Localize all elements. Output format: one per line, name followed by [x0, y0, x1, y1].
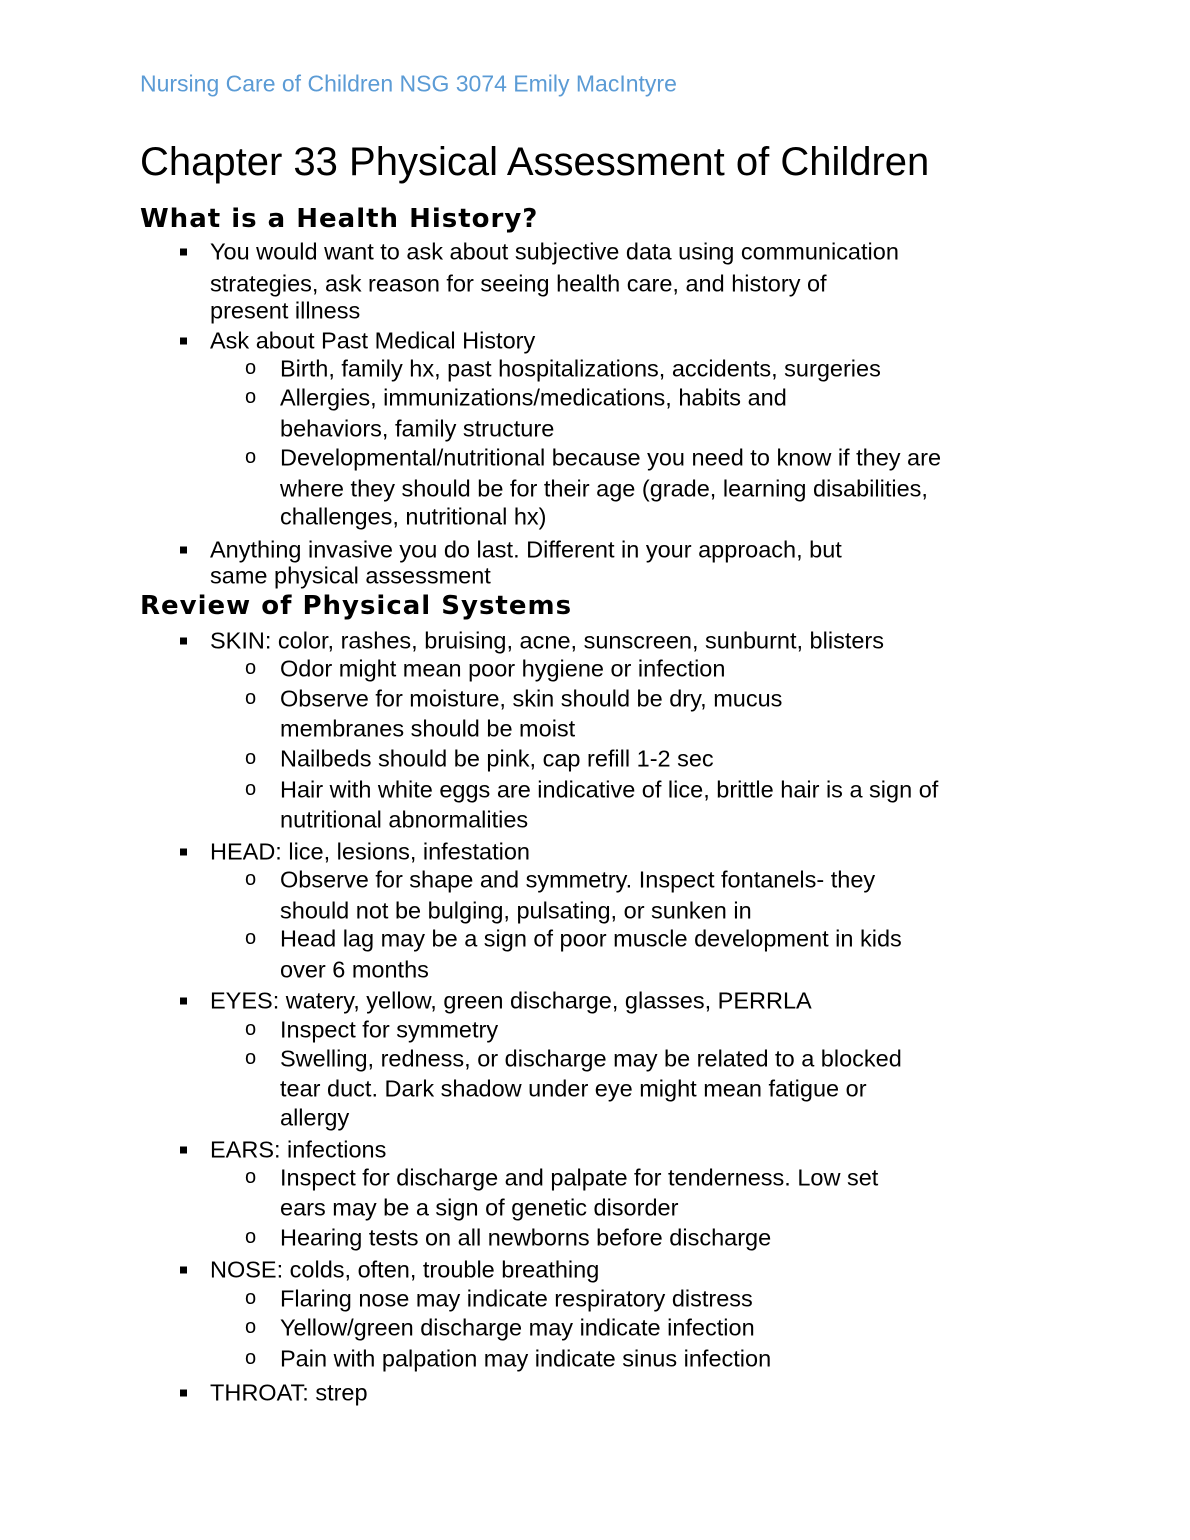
list-item-text: Ask about Past Medical History: [210, 327, 536, 354]
bullet-square-icon: [180, 849, 187, 856]
bullet-square-icon: [180, 1267, 187, 1274]
sub-list-item-text: Yellow/green discharge may indicate infection: [280, 1314, 755, 1341]
sub-list-item-text: tear duct. Dark shadow under eye might mean fatigue or: [280, 1075, 867, 1102]
bullet-square-icon: [180, 1147, 187, 1154]
bullet-square-icon: [180, 338, 187, 345]
bullet-circle-icon: o: [245, 927, 257, 949]
list-item-text: THROAT: strep: [210, 1379, 368, 1406]
bullet-circle-icon: o: [245, 357, 257, 379]
sub-list-item-text: challenges, nutritional hx): [280, 503, 547, 530]
sub-list-item-text: Head lag may be a sign of poor muscle development in kids: [280, 925, 902, 952]
sub-list-item-text: behaviors, family structure: [280, 415, 555, 442]
bullet-circle-icon: o: [245, 657, 257, 679]
sub-list-item-text: Observe for shape and symmetry. Inspect fontanels- they: [280, 866, 876, 893]
bullet-circle-icon: o: [245, 1316, 257, 1338]
list-item-text: same physical assessment: [210, 562, 491, 589]
bullet-square-icon: [180, 1390, 187, 1397]
bullet-square-icon: [180, 547, 187, 554]
bullet-square-icon: [180, 249, 187, 256]
bullet-square-icon: [180, 638, 187, 645]
sub-list-item-text: Inspect for discharge and palpate for tenderness. Low set: [280, 1164, 879, 1191]
bullet-circle-icon: o: [245, 1287, 257, 1309]
bullet-circle-icon: o: [245, 1347, 257, 1369]
bullet-circle-icon: o: [245, 778, 257, 800]
sub-list-item-text: Hair with white eggs are indicative of lice, brittle hair is a sign of: [280, 776, 939, 803]
bullet-circle-icon: o: [245, 1166, 257, 1188]
sub-list-item-text: where they should be for their age (grade, learning disabilities,: [280, 475, 928, 502]
list-item-text: present illness: [210, 297, 361, 324]
sub-list-item-text: Pain with palpation may indicate sinus infection: [280, 1345, 772, 1372]
sub-list-item-text: Swelling, redness, or discharge may be related to a blocked: [280, 1045, 902, 1072]
sub-list-item-text: Birth, family hx, past hospitalizations, accidents, surgeries: [280, 355, 881, 382]
section-heading: Review of Physical Systems: [140, 591, 573, 621]
bullet-circle-icon: o: [245, 1018, 257, 1040]
document-header: Nursing Care of Children NSG 3074 Emily MacIntyre: [140, 70, 677, 97]
bullet-square-icon: [180, 998, 187, 1005]
sub-list-item-text: over 6 months: [280, 956, 429, 983]
list-item-text: strategies, ask reason for seeing health care, and history of: [210, 270, 827, 297]
bullet-circle-icon: o: [245, 1226, 257, 1248]
list-item-text: EARS: infections: [210, 1136, 387, 1163]
list-item-text: HEAD: lice, lesions, infestation: [210, 838, 531, 865]
sub-list-item-text: Flaring nose may indicate respiratory distress: [280, 1285, 753, 1312]
bullet-circle-icon: o: [245, 687, 257, 709]
list-item-text: EYES: watery, yellow, green discharge, glasses, PERRLA: [210, 987, 812, 1014]
bullet-circle-icon: o: [245, 446, 257, 468]
sub-list-item-text: Odor might mean poor hygiene or infection: [280, 655, 726, 682]
sub-list-item-text: nutritional abnormalities: [280, 806, 529, 833]
sub-list-item-text: Inspect for symmetry: [280, 1016, 499, 1043]
sub-list-item-text: allergy: [280, 1104, 350, 1131]
list-item-text: You would want to ask about subjective data using communication: [210, 238, 899, 265]
sub-list-item-text: membranes should be moist: [280, 715, 576, 742]
page-title: Chapter 33 Physical Assessment of Children: [140, 140, 930, 184]
sub-list-item-text: Hearing tests on all newborns before discharge: [280, 1224, 772, 1251]
bullet-circle-icon: o: [245, 1047, 257, 1069]
bullet-circle-icon: o: [245, 747, 257, 769]
bullet-circle-icon: o: [245, 868, 257, 890]
section-heading: What is a Health History?: [140, 204, 539, 234]
sub-list-item-text: Nailbeds should be pink, cap refill 1-2 sec: [280, 745, 714, 772]
bullet-circle-icon: o: [245, 386, 257, 408]
sub-list-item-text: ears may be a sign of genetic disorder: [280, 1194, 679, 1221]
sub-list-item-text: Developmental/nutritional because you need to know if they are: [280, 444, 942, 471]
list-item-text: Anything invasive you do last. Different in your approach, but: [210, 536, 842, 563]
sub-list-item-text: Observe for moisture, skin should be dry, mucus: [280, 685, 783, 712]
sub-list-item-text: Allergies, immunizations/medications, habits and: [280, 384, 787, 411]
sub-list-item-text: should not be bulging, pulsating, or sunken in: [280, 897, 752, 924]
list-item-text: NOSE: colds, often, trouble breathing: [210, 1256, 600, 1283]
list-item-text: SKIN: color, rashes, bruising, acne, sunscreen, sunburnt, blisters: [210, 627, 884, 654]
